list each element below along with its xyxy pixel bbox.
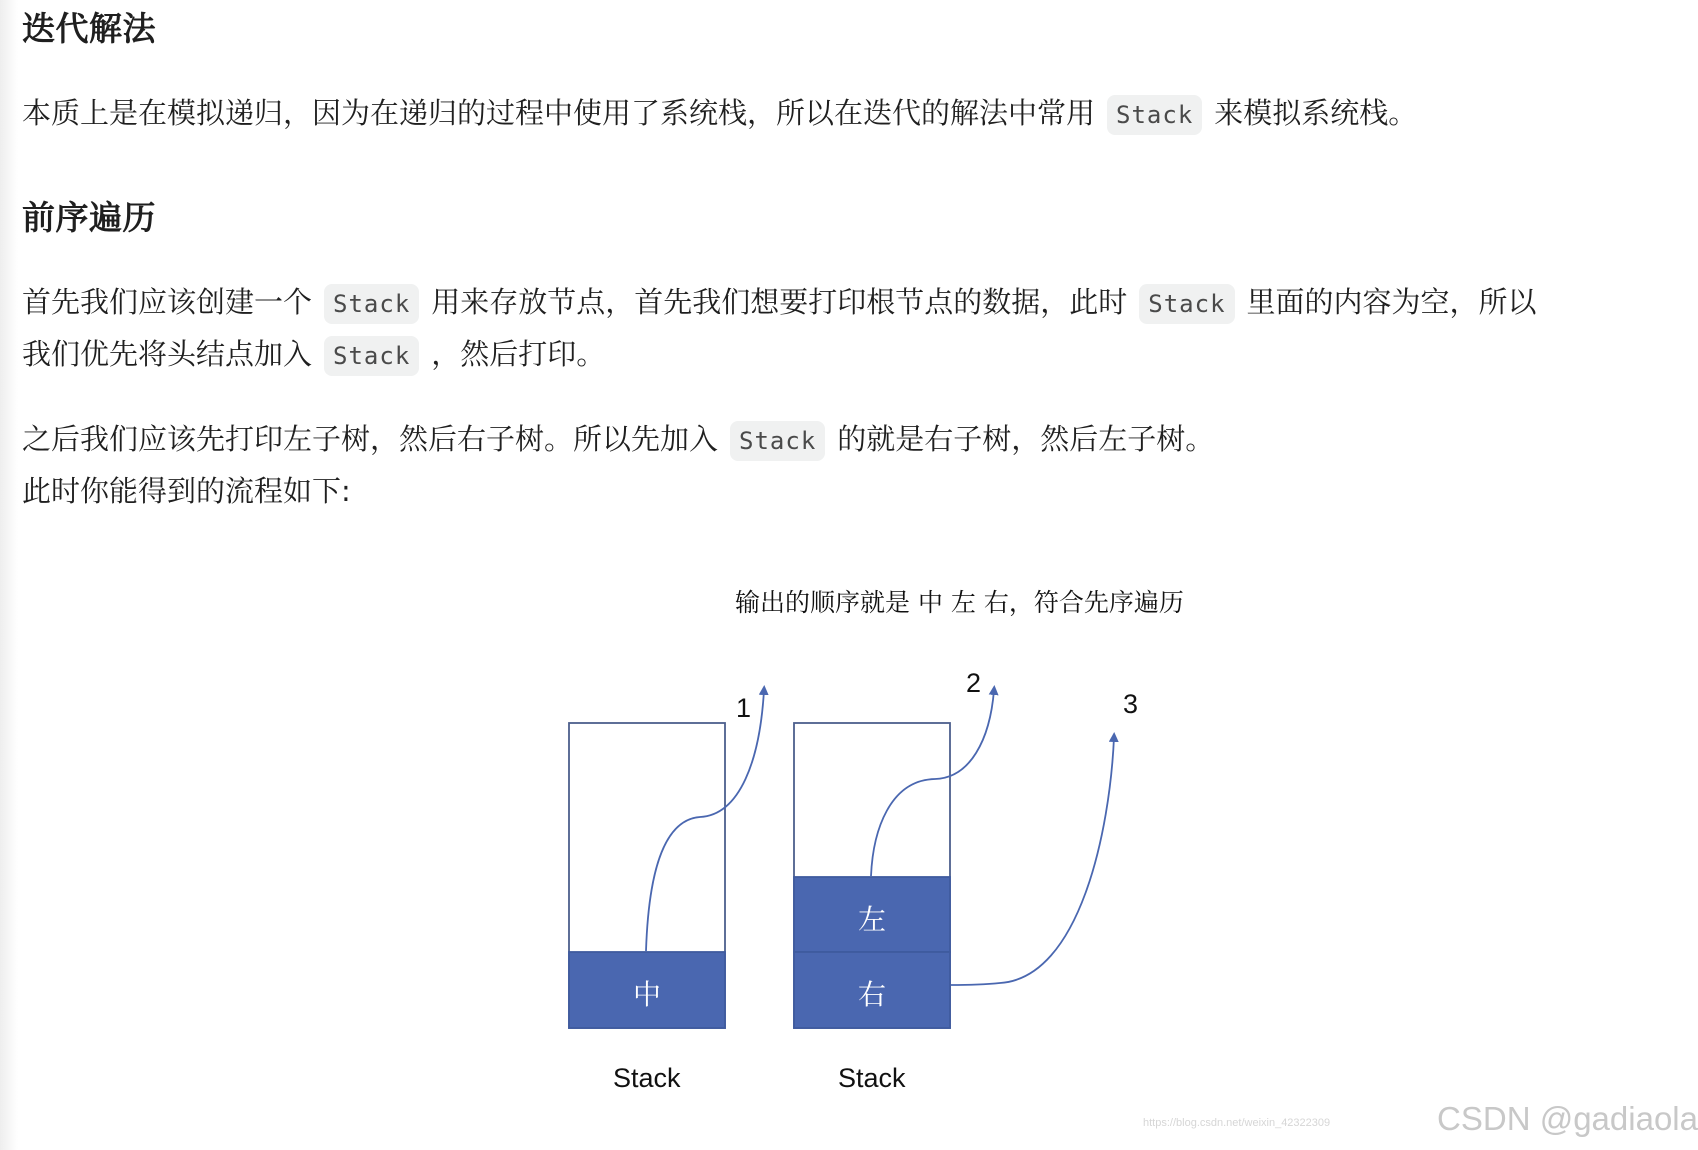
- inline-code: Stack: [1107, 95, 1202, 135]
- stack1-cell-middle-label: 中: [633, 978, 662, 1011]
- text: 里面的内容为空，所以: [1246, 285, 1537, 319]
- inline-code: Stack: [1139, 284, 1234, 324]
- text: 来模拟系统栈。: [1214, 96, 1418, 130]
- stack2-cell-left-label: 左: [858, 903, 887, 936]
- step-number-2: 2: [966, 668, 982, 698]
- text: 本质上是在模拟递归，因为在递归的过程中使用了系统栈，所以在迭代的解法中常用: [22, 96, 1096, 130]
- text: 的就是右子树，然后左子树。: [837, 422, 1215, 456]
- paragraph-preorder-3: 此时你能得到的流程如下:: [22, 474, 351, 508]
- text: 用来存放节点，首先我们想要打印根节点的数据，此时: [431, 285, 1128, 319]
- stack2-cell-right-label: 右: [858, 978, 887, 1011]
- step-number-1: 1: [736, 693, 752, 723]
- text: 之后我们应该先打印左子树，然后右子树。所以先加入: [22, 422, 719, 456]
- step-number-3: 3: [1123, 689, 1139, 719]
- arrow-step3: [951, 737, 1114, 985]
- watermark-url: https://blog.csdn.net/weixin_42322309: [1143, 1117, 1331, 1129]
- watermark-csdn: CSDN @gadiaola: [1437, 1100, 1698, 1137]
- stack2-label: Stack: [838, 1063, 906, 1093]
- inline-code: Stack: [324, 284, 419, 324]
- figure-title: 输出的顺序就是 中 左 右，符合先序遍历: [735, 588, 1184, 617]
- text: ，然后打印。: [431, 337, 606, 371]
- heading-iterative: 迭代解法: [22, 9, 156, 48]
- text: 首先我们应该创建一个: [22, 285, 313, 319]
- inline-code: Stack: [324, 336, 419, 376]
- stack1-label: Stack: [613, 1063, 681, 1093]
- text: 我们优先将头结点加入: [22, 337, 313, 371]
- inline-code: Stack: [730, 421, 825, 461]
- heading-preorder: 前序遍历: [22, 198, 156, 237]
